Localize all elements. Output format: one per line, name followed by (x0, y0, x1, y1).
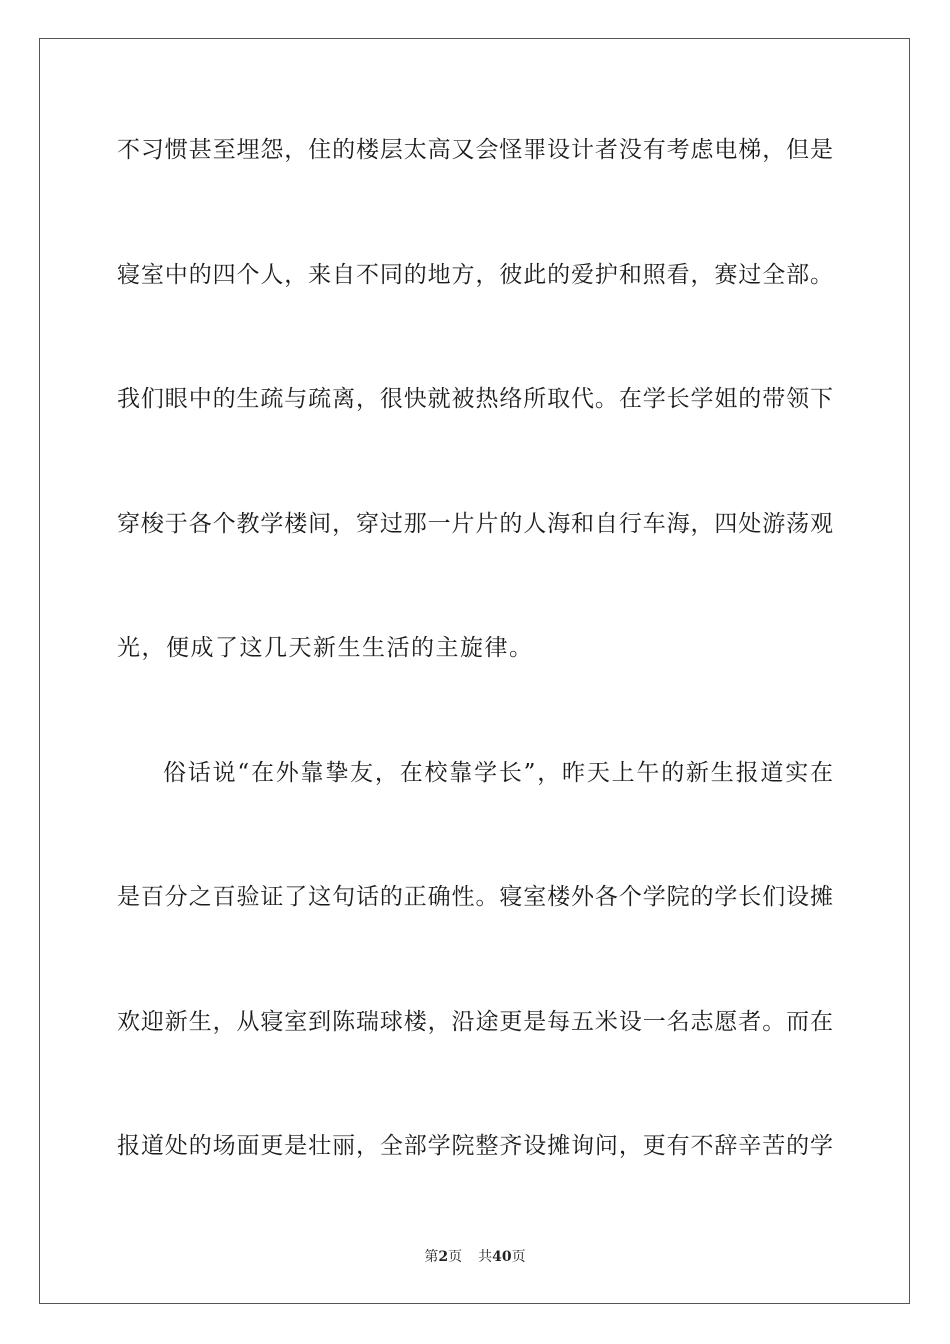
text-line-5: 光，便成了这几天新生生活的主旋律。 (117, 635, 534, 661)
text-line-2: 寝室中的四个人，来自不同的地方，彼此的爱护和照看，赛过全部。 (117, 262, 833, 288)
text-line-6-paragraph-start: 俗话说“在外靠挚友，在校靠学长”，昨天上午的新生报道实在 (163, 760, 833, 786)
footer-total-pages: 40 (492, 1249, 512, 1265)
page-border (39, 38, 910, 1304)
text-line-9: 报道处的场面更是壮丽，全部学院整齐设摊询问，更有不辞辛苦的学 (117, 1133, 833, 1159)
footer-page-prefix: 第 (424, 1249, 439, 1265)
text-line-7: 是百分之百验证了这句话的正确性。寝室楼外各个学院的学长们设摊 (117, 884, 833, 910)
footer-page-number: 2 (438, 1249, 449, 1265)
text-line-3: 我们眼中的生疏与疏离，很快就被热络所取代。在学长学姐的带领下 (117, 386, 833, 412)
footer-page-suffix: 页 (448, 1249, 463, 1265)
footer-total-suffix: 页 (511, 1249, 526, 1265)
page-footer (0, 1247, 950, 1267)
text-line-1: 不习惯甚至埋怨，住的楼层太高又会怪罪设计者没有考虑电梯，但是 (117, 137, 833, 163)
footer-total-prefix: 共 (478, 1249, 493, 1265)
text-line-8: 欢迎新生，从寝室到陈瑞球楼，沿途更是每五米设一名志愿者。而在 (117, 1009, 833, 1035)
text-line-4: 穿梭于各个教学楼间，穿过那一片片的人海和自行车海，四处游荡观 (117, 511, 833, 537)
